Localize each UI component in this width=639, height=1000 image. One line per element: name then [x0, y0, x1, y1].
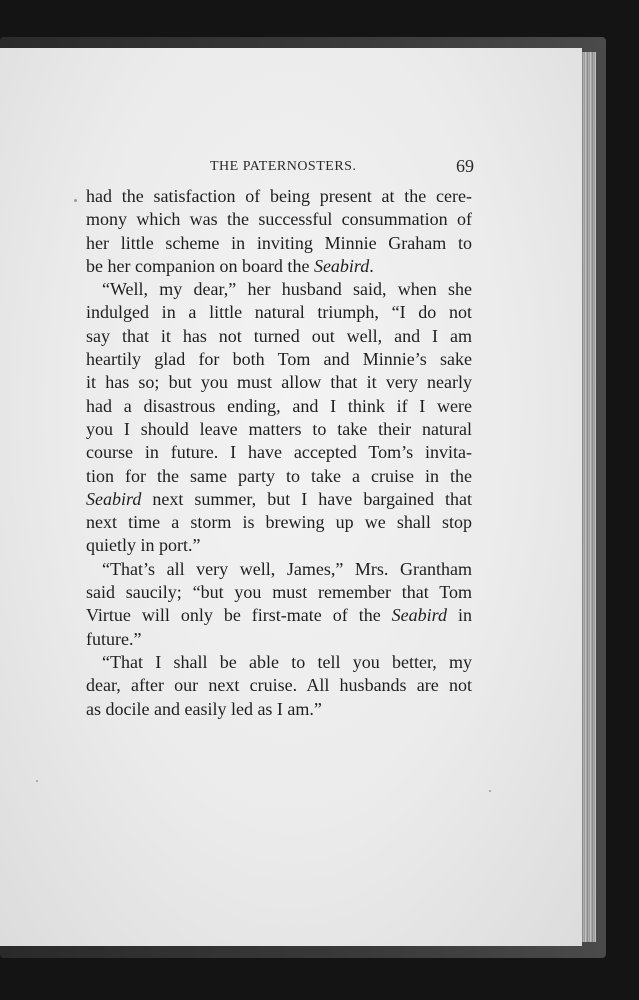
text-line: you I should leave matters to take their natural: [86, 418, 472, 439]
text-line: “That’s all very well, James,” Mrs. Grantham: [102, 558, 472, 579]
text-line: dear, after our next cruise. All husbands are not: [86, 675, 472, 696]
text-line: Virtue will only be first-mate of the Seabird in: [86, 605, 472, 626]
text-line: tion for the same party to take a cruise in the: [86, 465, 472, 486]
text-line: it has so; but you must allow that it very nearly: [86, 372, 472, 393]
text-line: indulged in a little natural triumph, “I do not: [86, 302, 472, 323]
text-line: mony which was the successful consummation of: [86, 209, 472, 230]
text-line: heartily glad for both Tom and Minnie’s sake: [86, 349, 472, 370]
paper-speck: [36, 780, 38, 782]
ship-name: Seabird: [391, 605, 447, 626]
body-text: [86, 185, 472, 721]
page-number: 69: [456, 156, 474, 176]
text-line: be her companion on board the Seabird.: [86, 255, 374, 276]
paper-speck: [74, 199, 77, 202]
text-line: said saucily; “but you must remember that Tom: [86, 582, 472, 603]
text-line: “Well, my dear,” her husband said, when she: [102, 279, 472, 300]
text-line: as docile and easily led as I am.”: [86, 698, 322, 719]
text-line: next time a storm is brewing up we shall stop: [86, 512, 472, 533]
running-head: [0, 153, 582, 183]
text-line: had the satisfaction of being present at the cere-: [86, 186, 472, 206]
text-line: course in future. I have accepted Tom’s invita-: [86, 442, 472, 463]
text-line: her little scheme in inviting Minnie Graham to: [86, 232, 472, 253]
text-line: quietly in port.”: [86, 535, 201, 556]
running-title: THE PATERNOSTERS.: [210, 159, 357, 174]
paper-speck: [489, 790, 491, 792]
ship-name: Seabird: [86, 488, 142, 509]
text-line: future.”: [86, 628, 142, 649]
text-line: “That I shall be able to tell you better, my: [102, 651, 472, 672]
book-page: [0, 48, 582, 946]
text-line: had a disastrous ending, and I think if I were: [86, 395, 472, 416]
text-line: Seabird next summer, but I have bargained that: [86, 488, 472, 509]
text-line: say that it has not turned out well, and I am: [86, 325, 472, 346]
ship-name: Seabird: [313, 255, 370, 276]
